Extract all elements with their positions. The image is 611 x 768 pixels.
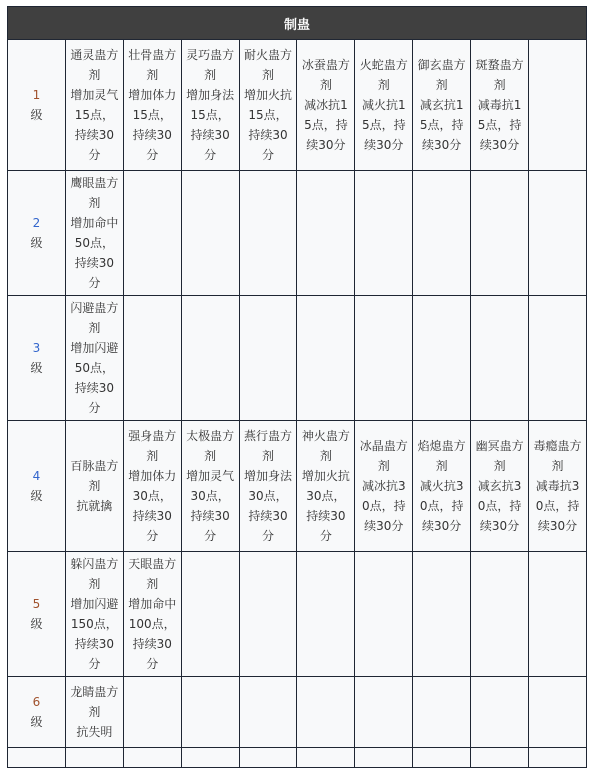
- recipe-name: 斑蝥蛊方剂: [475, 58, 524, 92]
- recipe-cell: [181, 677, 239, 748]
- empty-cell: [65, 748, 123, 768]
- level-row: [8, 552, 587, 677]
- recipe-cell: [181, 421, 239, 552]
- recipe-cell: [239, 552, 297, 677]
- level-suffix: 级: [30, 617, 43, 631]
- recipe-name: 通灵蛊方剂: [70, 48, 119, 82]
- empty-cell: [123, 748, 181, 768]
- recipe-effect: 减玄抗15点，持续30分: [419, 98, 464, 152]
- recipe-cell: [239, 171, 297, 296]
- level-row: [8, 677, 587, 748]
- recipe-cell: [355, 40, 413, 171]
- recipe-name: 焰熄蛊方剂: [417, 439, 466, 473]
- level-row: [8, 171, 587, 296]
- recipe-cell: [181, 296, 239, 421]
- recipe-cell: [65, 171, 123, 296]
- recipe-cell: [239, 421, 297, 552]
- empty-cell: [529, 748, 587, 768]
- recipe-cell: [355, 677, 413, 748]
- empty-cell: [471, 748, 529, 768]
- recipe-cell: [65, 296, 123, 421]
- recipe-effect: 增加身法30点，持续30分: [244, 469, 293, 543]
- recipe-cell: [65, 421, 123, 552]
- recipe-cell: [471, 40, 529, 171]
- recipe-cell: [355, 421, 413, 552]
- recipe-cell: [355, 171, 413, 296]
- recipe-cell: [355, 552, 413, 677]
- level-number[interactable]: 1: [32, 88, 41, 102]
- level-suffix: 级: [30, 715, 43, 729]
- recipe-name: 龙睛蛊方剂: [70, 685, 119, 719]
- recipe-cell: [65, 40, 123, 171]
- recipe-cell: [65, 552, 123, 677]
- recipe-name: 神火蛊方剂: [301, 429, 350, 463]
- recipe-cell: [413, 296, 471, 421]
- recipe-cell: [529, 421, 587, 552]
- level-suffix: 级: [30, 108, 43, 122]
- level-row: [8, 296, 587, 421]
- recipe-effect: 抗就擒: [76, 499, 113, 513]
- recipe-effect: 增加体力15点，持续30分: [128, 88, 177, 162]
- level-row: [8, 40, 587, 171]
- level-cell: [8, 40, 66, 171]
- empty-cell: [413, 748, 471, 768]
- level-suffix: 级: [30, 489, 43, 503]
- recipe-name: 毒瘾蛊方剂: [533, 439, 582, 473]
- recipe-cell: [471, 552, 529, 677]
- recipe-cell: [123, 552, 181, 677]
- level-number[interactable]: 3: [32, 341, 41, 355]
- recipe-effect: 减毒抗15点，持续30分: [477, 98, 522, 152]
- recipe-effect: 增加体力30点，持续30分: [128, 469, 177, 543]
- recipe-cell: [239, 40, 297, 171]
- empty-cell: [239, 748, 297, 768]
- recipe-cell: [471, 296, 529, 421]
- recipe-cell: [239, 677, 297, 748]
- empty-cell: [355, 748, 413, 768]
- recipe-cell: [297, 677, 355, 748]
- recipe-cell: [239, 296, 297, 421]
- recipe-effect: 减冰抗30点，持续30分: [361, 479, 406, 533]
- recipe-name: 火蛇蛊方剂: [359, 58, 408, 92]
- recipe-effect: 增加火抗30点，持续30分: [301, 469, 350, 543]
- recipe-cell: [529, 552, 587, 677]
- level-cell: [8, 677, 66, 748]
- recipe-cell: [123, 40, 181, 171]
- recipe-effect: 增加火抗15点，持续30分: [244, 88, 293, 162]
- recipe-cell: [529, 40, 587, 171]
- gu-crafting-table: [7, 6, 587, 768]
- recipe-cell: [297, 40, 355, 171]
- recipe-effect: 增加命中50点，持续30分: [70, 216, 119, 290]
- level-cell: [8, 171, 66, 296]
- recipe-cell: [471, 421, 529, 552]
- recipe-cell: [471, 677, 529, 748]
- recipe-name: 御玄蛊方剂: [417, 58, 466, 92]
- recipe-name: 百脉蛊方剂: [70, 459, 119, 493]
- recipe-name: 冰蚕蛊方剂: [301, 58, 350, 92]
- recipe-cell: [413, 677, 471, 748]
- recipe-name: 强身蛊方剂: [128, 429, 177, 463]
- level-number[interactable]: 5: [32, 597, 41, 611]
- level-number[interactable]: 4: [32, 469, 41, 483]
- level-suffix: 级: [30, 361, 43, 375]
- recipe-effect: 增加闪避150点，持续30分: [70, 597, 119, 671]
- recipe-cell: [413, 40, 471, 171]
- recipe-effect: 增加灵气15点，持续30分: [70, 88, 119, 162]
- recipe-effect: 减冰抗15点，持续30分: [304, 98, 348, 152]
- recipe-name: 鹰眼蛊方剂: [70, 176, 119, 210]
- level-cell: [8, 552, 66, 677]
- recipe-name: 躲闪蛊方剂: [70, 557, 119, 591]
- recipe-name: 幽冥蛊方剂: [475, 439, 524, 473]
- recipe-name: 灵巧蛊方剂: [186, 48, 235, 82]
- recipe-cell: [355, 296, 413, 421]
- empty-cell: [8, 748, 66, 768]
- recipe-cell: [181, 171, 239, 296]
- recipe-cell: [529, 296, 587, 421]
- level-cell: [8, 296, 66, 421]
- recipe-cell: [123, 171, 181, 296]
- recipe-cell: [181, 40, 239, 171]
- recipe-cell: [297, 171, 355, 296]
- recipe-cell: [413, 171, 471, 296]
- recipe-effect: 抗失明: [76, 725, 113, 739]
- recipe-name: 冰晶蛊方剂: [359, 439, 408, 473]
- recipe-name: 太极蛊方剂: [186, 429, 235, 463]
- recipe-effect: 减毒抗30点，持续30分: [535, 479, 580, 533]
- recipe-effect: 增加命中100点，持续30分: [128, 597, 177, 671]
- empty-cell: [297, 748, 355, 768]
- recipe-cell: [413, 552, 471, 677]
- recipe-effect: 增加身法15点，持续30分: [186, 88, 235, 162]
- recipe-effect: 减火抗15点，持续30分: [361, 98, 406, 152]
- recipe-cell: [471, 171, 529, 296]
- recipe-cell: [297, 421, 355, 552]
- recipe-name: 天眼蛊方剂: [128, 557, 177, 591]
- recipe-cell: [297, 552, 355, 677]
- recipe-cell: [297, 296, 355, 421]
- recipe-effect: 增加闪避50点，持续30分: [70, 341, 119, 415]
- level-number[interactable]: 2: [32, 216, 41, 230]
- level-row: [8, 421, 587, 552]
- recipe-name: 燕行蛊方剂: [244, 429, 293, 463]
- recipe-effect: 减玄抗30点，持续30分: [477, 479, 522, 533]
- level-row: [8, 748, 587, 768]
- empty-cell: [181, 748, 239, 768]
- recipe-effect: 增加灵气30点，持续30分: [186, 469, 235, 543]
- recipe-cell: [123, 421, 181, 552]
- level-number[interactable]: 6: [32, 695, 41, 709]
- recipe-name: 壮骨蛊方剂: [128, 48, 177, 82]
- recipe-effect: 减火抗30点，持续30分: [419, 479, 464, 533]
- recipe-name: 耐火蛊方剂: [244, 48, 293, 82]
- level-cell: [8, 421, 66, 552]
- recipe-cell: [123, 677, 181, 748]
- recipe-cell: [181, 552, 239, 677]
- recipe-cell: [65, 677, 123, 748]
- recipe-cell: [529, 171, 587, 296]
- level-suffix: 级: [30, 236, 43, 250]
- table-title: 制蛊: [8, 7, 587, 40]
- recipe-name: 闪避蛊方剂: [70, 301, 119, 335]
- recipe-cell: [529, 677, 587, 748]
- recipe-cell: [123, 296, 181, 421]
- recipe-cell: [413, 421, 471, 552]
